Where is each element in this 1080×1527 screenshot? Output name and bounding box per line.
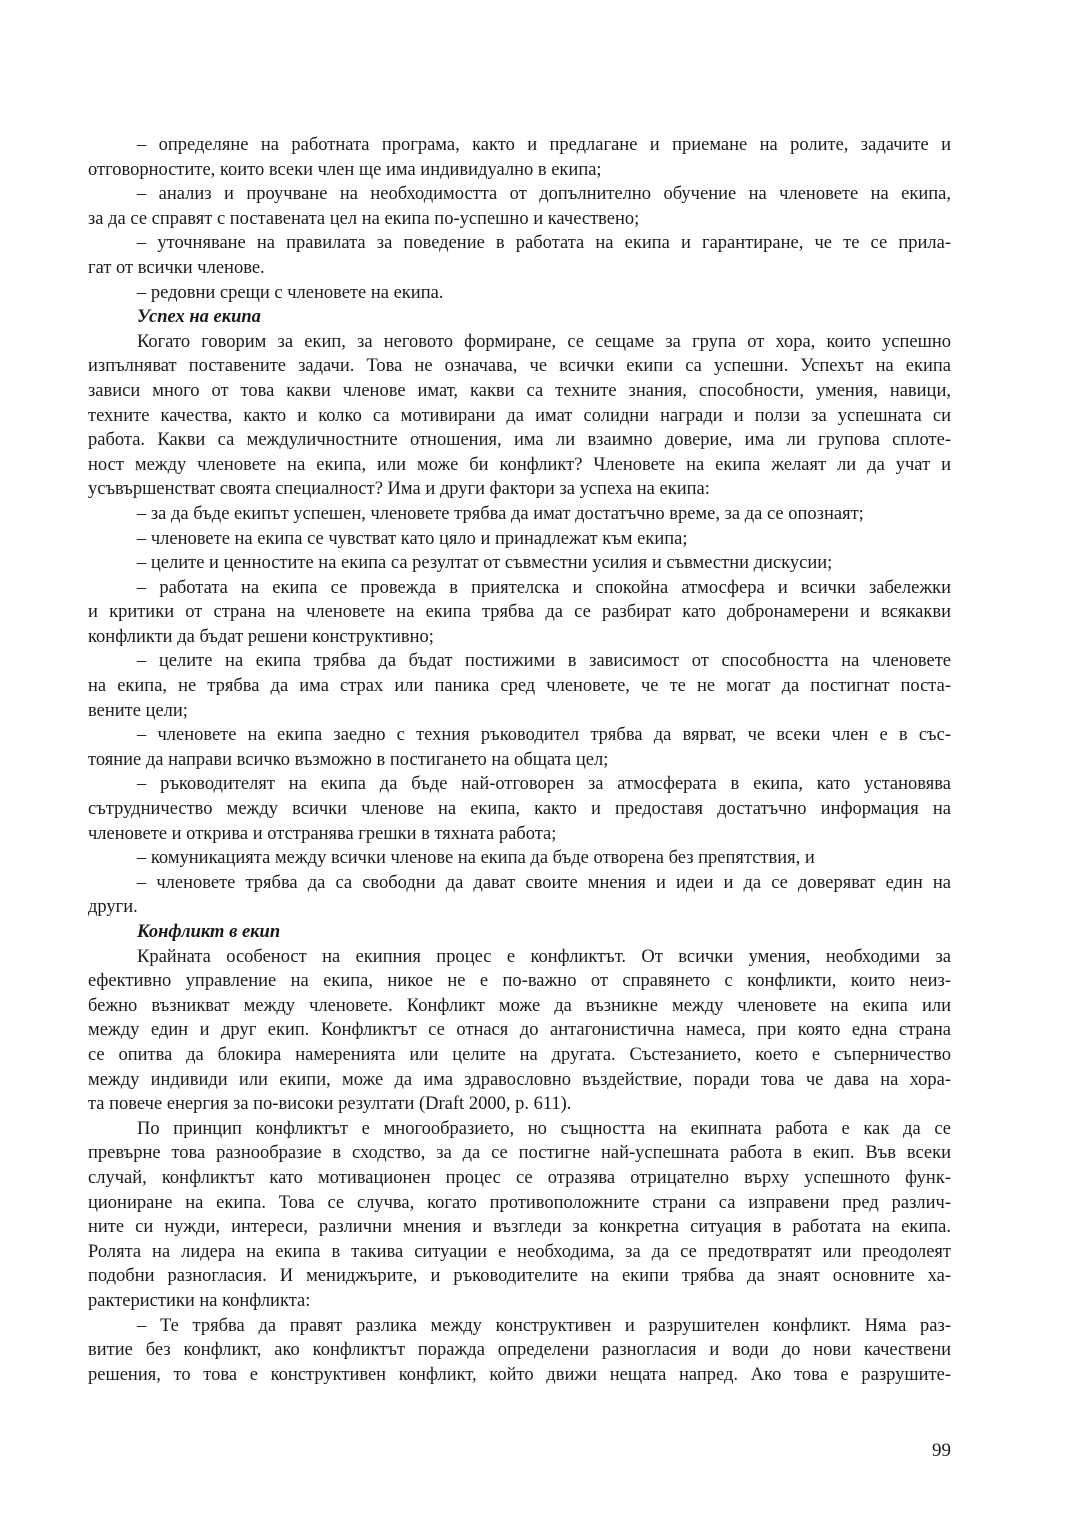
text-line: и критики от страна на членовете на екипа трябва да се разбират като добронамерени и всякакви xyxy=(88,602,951,623)
text-line: бежно възникват между членовете. Конфликт може да възникне между членовете на екипа или xyxy=(88,995,951,1016)
text-line: усъвършенстват своята специалност? Има и други фактори за успеха на екипа: xyxy=(88,479,710,500)
text-line: зависи много от това какви членове имат, какви са техните знания, способности, умения, навици, xyxy=(88,380,951,401)
text-line: – членовете на екипа заедно с техния ръководител трябва да вярват, че всеки член е в със- xyxy=(137,725,951,746)
text-line: работа. Какви са междуличностните отношения, има ли взаимно доверие, има ли групова сплоте- xyxy=(88,430,951,451)
text-line: – анализ и проучване на необходимостта от допълнително обучение на членовете на екипа, xyxy=(137,184,951,205)
text-line: – ръководителят на екипа да бъде най-отговорен за атмосферата в екипа, като установява xyxy=(137,774,951,795)
text-line: между един и друг екип. Конфликтът се отнася до антагонистична намеса, при която една страна xyxy=(88,1020,951,1041)
text-line: изпълняват поставените задачи. Това не означава, че всички екипи са успешни. Успехът на екипа xyxy=(88,356,951,377)
text-line: – за да бъде екипът успешен, членовете трябва да имат достатъчно време, за да се опознаят; xyxy=(137,503,864,524)
text-line: – редовни срещи с членовете на екипа. xyxy=(137,282,444,303)
section-heading: Успех на екипа xyxy=(137,307,261,328)
text-line: Ролята на лидера на екипа в такива ситуации е необходима, за да се предотвратят или преодолеят xyxy=(88,1241,951,1262)
text-line: между индивиди или екипи, може да има здравословно въздействие, поради това че дава на хора- xyxy=(88,1069,951,1090)
text-line: ните си нужди, интереси, различни мнения и възгледи за конкретна ситуация в работата на екипа. xyxy=(88,1217,951,1238)
page-number: 99 xyxy=(932,1440,951,1461)
text-line: членовете и открива и отстранява грешки в тяхната работа; xyxy=(88,823,557,844)
text-line: – комуникацията между всички членове на екипа да бъде отворена без препятствия, и xyxy=(137,848,815,869)
text-line: – целите и ценностите на екипа са резултат от съвместни усилия и съвместни дискусии; xyxy=(137,553,833,574)
text-line: – уточняване на правилата за поведение в работата на екипа и гарантиране, че те се прила- xyxy=(137,233,951,254)
text-line: ност между членовете на екипа, или може би конфликт? Членовете на екипа желаят ли да учат и xyxy=(88,454,951,475)
text-line: та повече енергия за по-високи резултати (Draft 2000, p. 611). xyxy=(88,1094,572,1115)
text-line: отговорностите, които всеки член ще има индивидуално в екипа; xyxy=(88,159,602,180)
text-line: ефективно управление на екипа, никое не е по-важно от справянето с конфликти, които неиз- xyxy=(88,971,951,992)
text-line: случай, конфликтът като мотивационен процес се отразява отрицателно върху успешното функ- xyxy=(88,1167,951,1188)
text-line: се опитва да блокира намеренията или целите на другата. Състезанието, което е съперничество xyxy=(88,1044,951,1065)
text-line: други. xyxy=(88,897,138,918)
text-line: сътрудничество между всички членове на екипа, както и предоставя достатъчно информация на xyxy=(88,799,951,820)
text-line: – членовете на екипа се чувстват като цяло и принадлежат към екипа; xyxy=(137,528,688,549)
text-line: вените цели; xyxy=(88,700,188,721)
text-line: Когато говорим за екип, за неговото формиране, се сещаме за група от хора, които успешно xyxy=(137,331,951,352)
text-line: техните качества, както и колко са мотивирани да имат солидни награди и ползи за успешната си xyxy=(88,405,951,426)
text-line: Крайната особеност на екипния процес е конфликтът. От всички умения, необходими за xyxy=(137,946,951,967)
text-line: рактеристики на конфликта: xyxy=(88,1290,311,1311)
text-line: на екипа, не трябва да има страх или паника сред членовете, че те не могат да постигнат поста- xyxy=(88,676,951,697)
page-body xyxy=(88,133,951,1387)
text-line: – членовете трябва да са свободни да дават своите мнения и идеи и да се доверяват един на xyxy=(137,872,951,893)
text-line: – определяне на работната програма, както и предлагане и приемане на ролите, задачите и xyxy=(137,135,951,155)
text-line: – работата на екипа се провежда в приятелска и спокойна атмосфера и всички забележки xyxy=(137,577,951,598)
text-line: витие без конфликт, ако конфликтът поражда определени разногласия и води до нови качествени xyxy=(88,1340,951,1361)
text-line: конфликти да бъдат решени конструктивно; xyxy=(88,626,434,647)
text-line: за да се справят с поставената цел на екипа по-успешно и качествено; xyxy=(88,208,640,229)
text-line: – целите на екипа трябва да бъдат постижими в зависимост от способността на членовете xyxy=(137,651,951,672)
text-line: – Те трябва да правят разлика между конструктивен и разрушителен конфликт. Няма раз- xyxy=(137,1315,951,1336)
text-line: По принцип конфликтът е многообразието, но същността на екипната работа е как да се xyxy=(137,1118,951,1139)
section-heading: Конфликт в екип xyxy=(137,922,281,942)
text-line: подобни разногласия. И мениджърите, и ръководителите на екипи трябва да знаят основните ха- xyxy=(88,1266,951,1287)
text-line: гат от всички членове. xyxy=(88,257,265,278)
text-line: циониране на екипа. Това се случва, когато противоположните страни са изправени пред различ- xyxy=(88,1192,951,1213)
text-line: превърне това разнообразие в сходство, за да се постигне най-успешната работа в екип. Във всеки xyxy=(88,1143,951,1164)
text-line: тояние да направи всичко възможно в постигането на общата цел; xyxy=(88,749,609,770)
text-line: решения, то това е конструктивен конфликт, който движи нещата напред. Ако това е разрушите- xyxy=(88,1364,951,1385)
